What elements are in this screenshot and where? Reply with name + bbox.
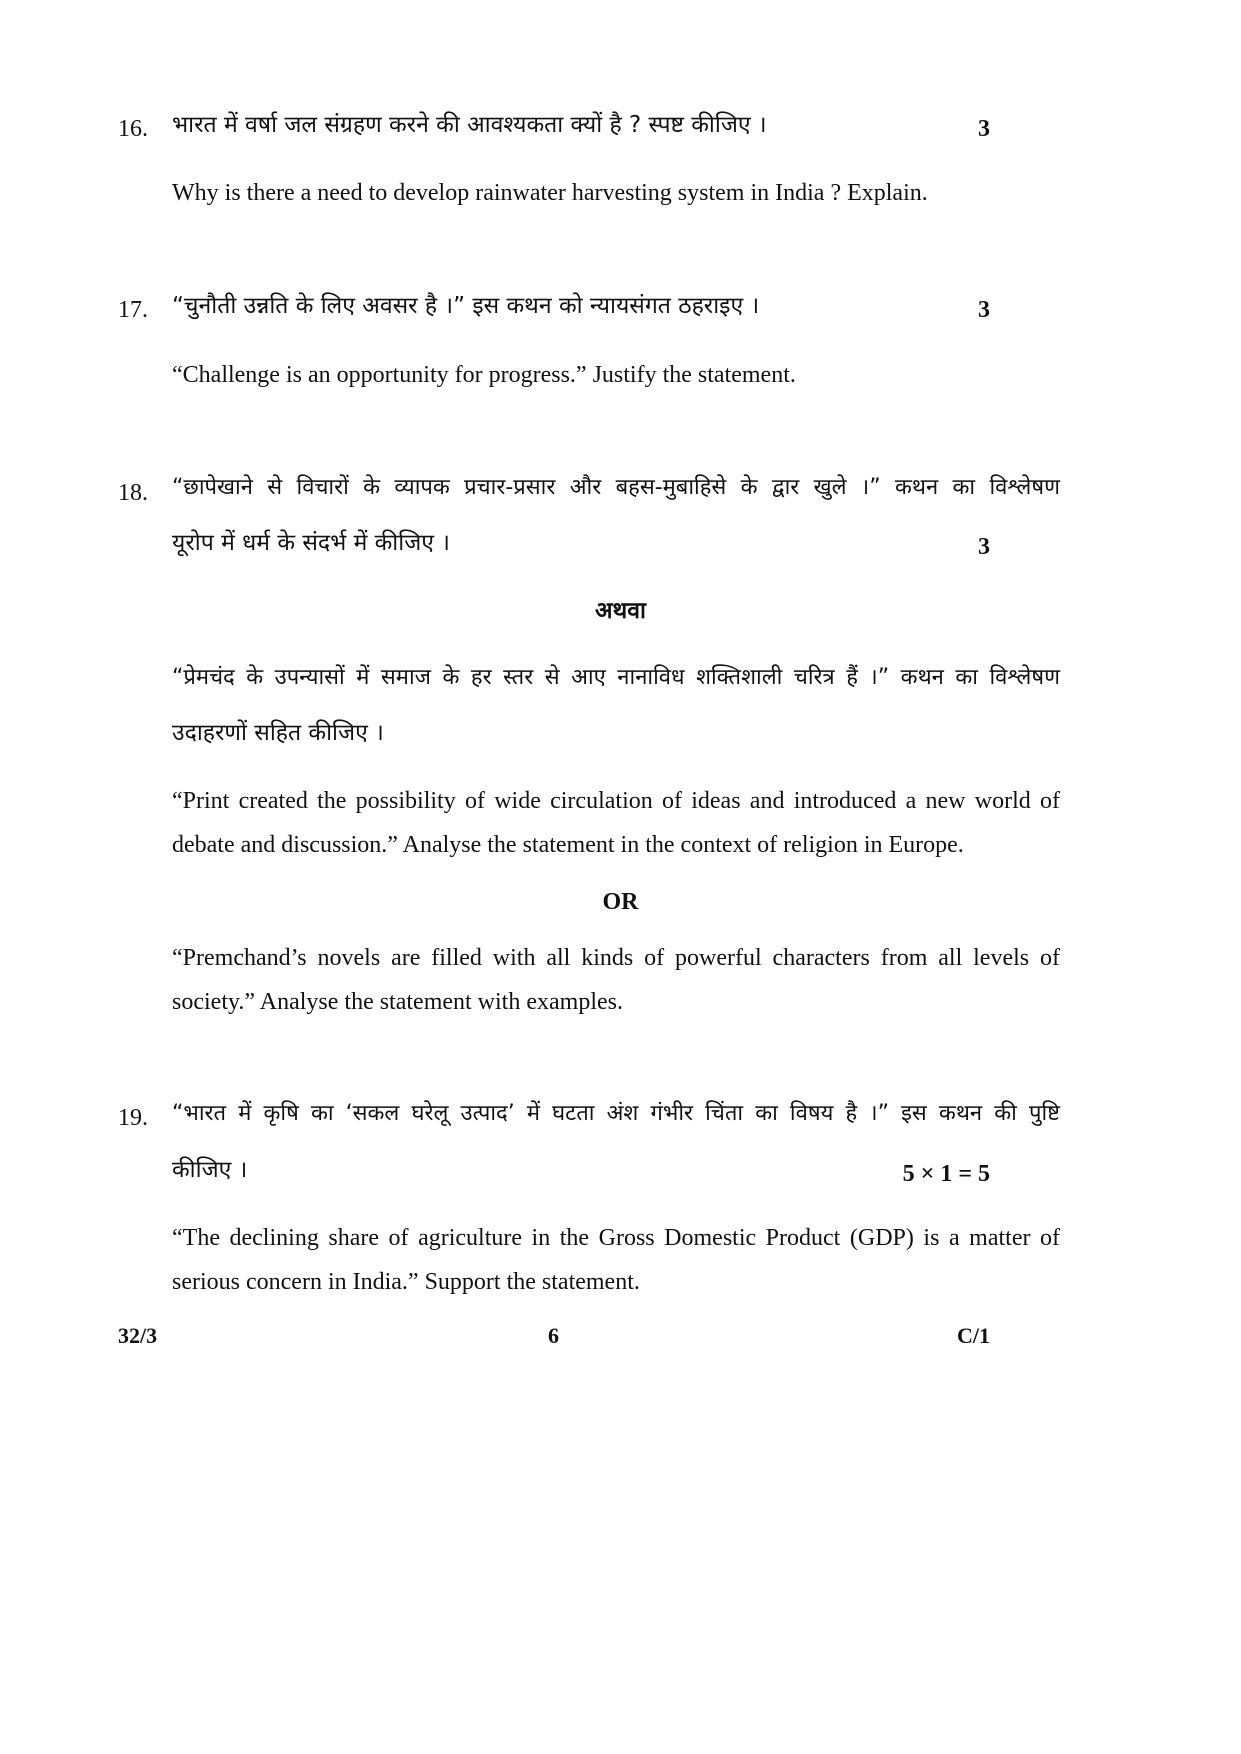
- question-text-hindi: कीजिए ।: [172, 1157, 248, 1183]
- question-marks: 3: [978, 297, 990, 323]
- paper-code: 32/3: [118, 1323, 158, 1348]
- question-text-english: “Print created the possibility of wide circulation of ideas and introduced a new world of: [172, 788, 1060, 814]
- question-text-hindi: भारत में वर्षा जल संग्रहण करने की आवश्यकता क्यों है ? स्पष्ट कीजिए ।: [172, 112, 767, 138]
- question-text-hindi: “भारत में कृषि का ‘सकल घरेलू उत्पाद’ में घटता अंश गंभीर चिंता का विषय है ।” इस कथन की पुष्टि: [172, 1101, 1060, 1126]
- question-number: 19.: [118, 1105, 148, 1131]
- question-text-hindi: उदाहरणों सहित कीजिए ।: [172, 720, 384, 746]
- question-marks: 3: [978, 116, 990, 142]
- question-text-english: serious concern in India.” Support the statement.: [172, 1269, 640, 1295]
- question-text-english: “Challenge is an opportunity for progress.” Justify the statement.: [172, 362, 796, 388]
- question-text-english: society.” Analyse the statement with examples.: [172, 989, 623, 1015]
- question-text-hindi: “छापेखाने से विचारों के व्यापक प्रचार-प्रसार और बहस-मुबाहिसे के द्वार खुले ।” कथन का विश्लेषण: [172, 475, 1060, 500]
- page-number: 6: [548, 1323, 559, 1348]
- question-number: 17.: [118, 297, 148, 323]
- question-text-hindi: “चुनौती उन्नति के लिए अवसर है ।” इस कथन को न्यायसंगत ठहराइए ।: [172, 293, 760, 319]
- or-separator-hindi: अथवा: [594, 598, 646, 624]
- question-text-english: “The declining share of agriculture in the Gross Domestic Product (GDP) is a matter of: [172, 1225, 1060, 1251]
- question-text-english: debate and discussion.” Analyse the statement in the context of religion in Europe.: [172, 832, 964, 858]
- question-text-hindi: “प्रेमचंद के उपन्यासों में समाज के हर स्तर से आए नानाविध शक्तिशाली चरित्र हैं ।” कथन का विश्लेषण: [172, 665, 1060, 690]
- or-separator-english: OR: [602, 889, 639, 915]
- set-code: C/1: [957, 1323, 990, 1348]
- question-number: 16.: [118, 116, 148, 142]
- question-text-english: Why is there a need to develop rainwater harvesting system in India ? Explain.: [172, 180, 928, 206]
- question-text-hindi: यूरोप में धर्म के संदर्भ में कीजिए ।: [172, 530, 451, 556]
- question-text-english: “Premchand’s novels are filled with all kinds of powerful characters from all levels of: [172, 945, 1060, 971]
- question-marks: 5 × 1 = 5: [902, 1161, 990, 1187]
- question-number: 18.: [118, 480, 148, 506]
- question-marks: 3: [978, 534, 990, 560]
